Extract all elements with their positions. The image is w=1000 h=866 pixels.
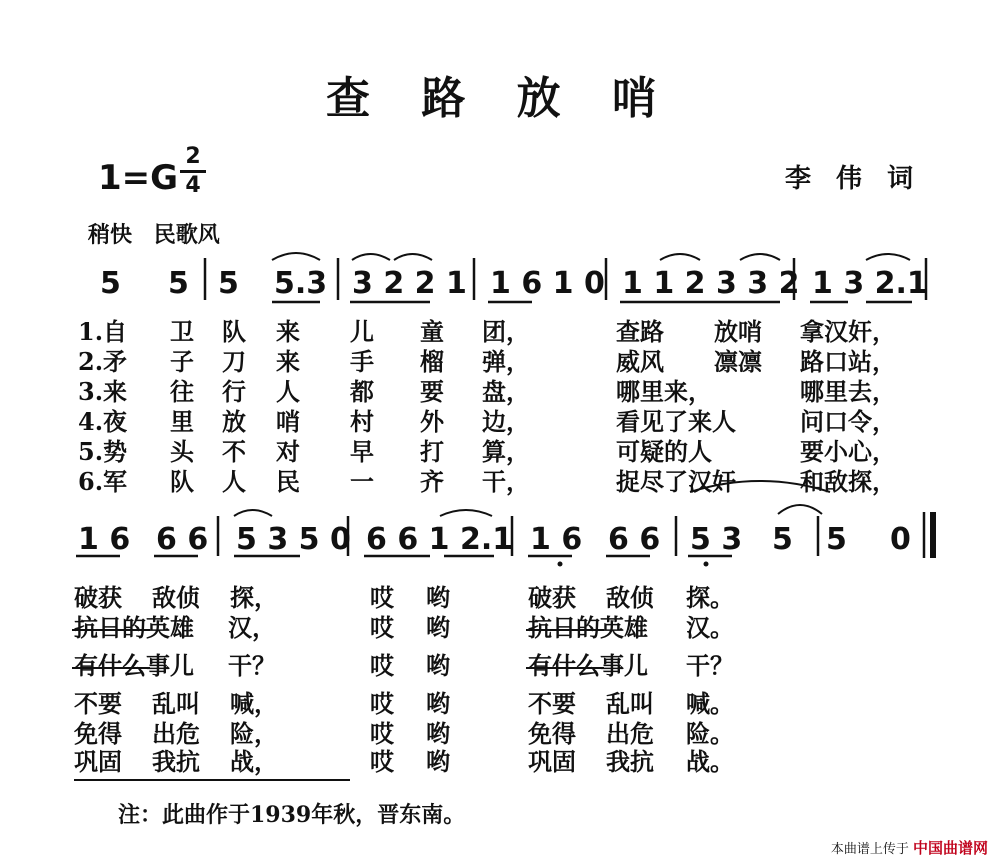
lyric-syllable: 威风 xyxy=(616,347,664,376)
lyric-syllable: 战， xyxy=(230,747,278,776)
lyric-syllable: 哎 xyxy=(370,747,394,776)
lyric-syllable: 不 xyxy=(222,437,246,466)
lyric-syllable: 哪里来， xyxy=(616,377,712,406)
lyric-syllable: 民 xyxy=(276,467,300,496)
lyric-syllable: 哟 xyxy=(426,689,450,718)
lyric-syllable: 1.自 xyxy=(78,317,128,346)
lyric-syllable: 哟 xyxy=(426,583,450,612)
lyric-syllable: 一 xyxy=(350,467,374,496)
lyric-syllable: 头 xyxy=(170,437,194,466)
lyric-syllable: 汉， xyxy=(228,613,276,642)
lyric-syllable: 探。 xyxy=(686,583,734,612)
lyric-syllable: 童 xyxy=(420,317,444,346)
lyric-syllable: 免得 xyxy=(528,719,576,748)
lyric-syllable: 刀 xyxy=(222,347,246,376)
lyric-underlines xyxy=(72,630,604,668)
lyric-syllable: 往 xyxy=(170,377,194,406)
note-group: 1 3 2.1 xyxy=(812,266,928,301)
lyric-syllable: 队 xyxy=(222,317,246,346)
lyric-syllable: 查路 xyxy=(616,317,664,346)
lyric-syllable: 哎 xyxy=(370,583,394,612)
lyric-syllable: 不要 xyxy=(528,689,576,718)
tempo-style: 民歌风 xyxy=(153,222,220,248)
note-group: 0 xyxy=(890,522,911,557)
lyric-syllable: 放 xyxy=(222,407,246,436)
note-group: 1 6 1 0 xyxy=(490,266,605,301)
lyric-syllable: 哎 xyxy=(370,719,394,748)
time-signature-top: 2 xyxy=(185,144,201,169)
lyric-syllable: 6.军 xyxy=(78,467,128,496)
lyric-syllable: 乱叫 xyxy=(152,689,200,718)
note-group: 5 xyxy=(218,266,239,301)
lyric-syllable: 看见了来人 xyxy=(616,407,736,436)
lyric-syllable: 干， xyxy=(482,467,530,496)
lyric-syllable: 哟 xyxy=(426,613,450,642)
lyric-syllable: 手 xyxy=(350,347,374,376)
lyric-syllable: 早 xyxy=(350,437,374,466)
lyric-syllable: 巩固 xyxy=(74,747,122,776)
lyric-syllable: 我抗 xyxy=(152,747,200,776)
lyric-syllable: 要小心， xyxy=(800,437,896,466)
lyric-syllable: 来 xyxy=(276,347,300,376)
time-signature-bottom: 4 xyxy=(185,173,201,198)
lyricist: 李 伟 词 xyxy=(785,164,922,194)
lyric-syllable: 我抗 xyxy=(606,747,654,776)
lyric-syllable: 敌侦 xyxy=(606,583,654,612)
lyric-syllable: 队 xyxy=(170,467,194,496)
lyric-syllable: 和敌探， xyxy=(800,467,896,496)
note-group: 5 xyxy=(772,522,793,557)
lyric-syllable: 算， xyxy=(482,437,530,466)
lyric-syllable: 免得 xyxy=(74,719,122,748)
lyric-syllable: 凛凛 xyxy=(714,347,762,376)
lyric-syllable: 可疑的人 xyxy=(616,437,712,466)
lyric-syllable: 拿汉奸， xyxy=(800,317,896,346)
lyric-syllable: 行 xyxy=(222,377,246,406)
note-group: 5.3 xyxy=(274,266,328,301)
lyric-syllable: 哟 xyxy=(426,651,450,680)
lyric-syllable: 子 xyxy=(170,347,194,376)
lyric-syllable: 有什么事儿 xyxy=(528,651,648,680)
lyric-syllable: 喊， xyxy=(230,689,278,718)
note-group: 5 3 5 0 xyxy=(236,522,351,557)
lyric-syllable: 外 xyxy=(420,407,444,436)
lyric-syllable: 边， xyxy=(482,407,530,436)
lyric-syllable: 盘， xyxy=(482,377,530,406)
lyric-syllable: 对 xyxy=(276,437,300,466)
lyric-syllable: 要 xyxy=(420,377,444,406)
lyric-syllable: 榴 xyxy=(420,347,444,376)
lyric-syllable: 3.来 xyxy=(78,377,128,406)
lyric-syllable: 干？ xyxy=(228,651,276,680)
lyric-syllable: 人 xyxy=(276,377,300,406)
lyric-syllable: 干？ xyxy=(686,651,734,680)
lyric-syllable: 人 xyxy=(222,467,246,496)
lyric-syllable: 抗日的英雄 xyxy=(528,613,648,642)
note-group: 3 2 2 1 xyxy=(352,266,467,301)
lyric-syllable: 2.矛 xyxy=(78,347,128,376)
lyric-syllable: 破获 xyxy=(74,583,122,612)
note-group: 6 6 xyxy=(608,522,661,557)
note-group: 6 6 1 2.1 xyxy=(366,522,514,557)
lyric-syllable: 里 xyxy=(170,407,194,436)
lyric-syllable: 村 xyxy=(350,407,374,436)
lyric-syllable: 险， xyxy=(230,719,278,748)
lyric-syllable: 卫 xyxy=(170,317,194,346)
lyric-syllable: 5.势 xyxy=(78,437,128,466)
lyric-syllable: 来 xyxy=(276,317,300,346)
note-group: 6 6 xyxy=(156,522,209,557)
lyric-syllable: 问口令， xyxy=(800,407,896,436)
lyric-syllable: 放哨 xyxy=(714,317,762,346)
lyric-syllable: 哪里去， xyxy=(800,377,896,406)
note-group: 5 xyxy=(100,266,121,301)
lyric-syllable: 路口站， xyxy=(800,347,896,376)
note-group: 1 1 2 3 3 2 xyxy=(622,266,800,301)
lyric-syllable: 不要 xyxy=(74,689,122,718)
lyric-syllable: 战。 xyxy=(686,747,734,776)
lyric-syllable: 弹， xyxy=(482,347,530,376)
song-title: 查 路 放 哨 xyxy=(326,73,674,124)
lyric-syllable: 4.夜 xyxy=(78,407,128,436)
lyric-syllable: 乱叫 xyxy=(606,689,654,718)
lyric-syllable: 哎 xyxy=(370,689,394,718)
lyric-syllable: 巩固 xyxy=(528,747,576,776)
lyric-syllable: 团， xyxy=(482,317,530,346)
credit-site-logo: 中国曲谱网 xyxy=(912,839,988,857)
lyric-syllable: 有什么事儿 xyxy=(74,651,194,680)
footnote: 注：此曲作于1939年秋，晋东南。 xyxy=(118,802,466,828)
lyric-syllable: 出危 xyxy=(152,719,200,748)
note-group: 5 xyxy=(168,266,189,301)
lyric-syllable: 出危 xyxy=(606,719,654,748)
tempo-speed: 稍快 xyxy=(88,222,133,248)
lyric-syllable: 哎 xyxy=(370,651,394,680)
lyric-syllable: 儿 xyxy=(350,317,374,346)
lyric-syllable: 捉尽了汉奸 xyxy=(616,467,736,496)
key-signature: 1=G xyxy=(98,158,179,198)
slurs xyxy=(234,253,910,516)
note-group: 5 xyxy=(826,522,847,557)
lyric-syllable: 哨 xyxy=(276,407,300,436)
lyric-syllable: 破获 xyxy=(528,583,576,612)
lyric-syllable: 齐 xyxy=(420,467,444,496)
credit-prefix: 本曲谱上传于 xyxy=(830,842,909,857)
note-group: 1 6 xyxy=(530,522,583,557)
octave-dots xyxy=(558,562,709,567)
lyric-syllable: 喊。 xyxy=(686,689,734,718)
lyric-syllable: 险。 xyxy=(686,719,734,748)
beam-underlines xyxy=(76,302,912,556)
note-group: 1 6 xyxy=(78,522,131,557)
lyric-syllable: 哟 xyxy=(426,747,450,776)
note-group: 5 3 xyxy=(690,522,743,557)
lyric-syllable: 汉。 xyxy=(686,613,734,642)
lyric-syllable: 打 xyxy=(420,437,444,466)
lyric-syllable: 敌侦 xyxy=(152,583,200,612)
lyric-syllable: 探， xyxy=(230,583,278,612)
lyric-syllable: 哟 xyxy=(426,719,450,748)
lyric-syllable: 抗日的英雄 xyxy=(74,613,194,642)
lyric-syllable: 哎 xyxy=(370,613,394,642)
lyric-syllable: 都 xyxy=(350,377,374,406)
